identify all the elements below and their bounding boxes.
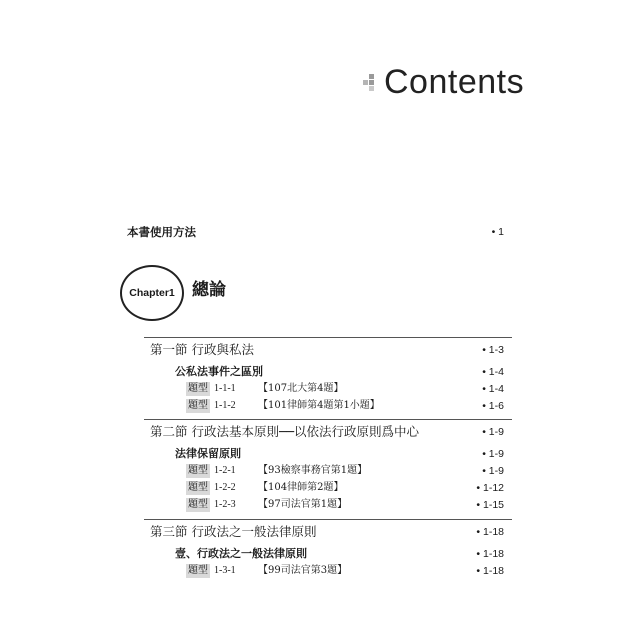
exercise-row[interactable] bbox=[0, 480, 640, 496]
topic-row[interactable] bbox=[0, 546, 640, 562]
section-divider bbox=[144, 519, 512, 520]
exercise-code: 1-3-1 bbox=[214, 565, 236, 576]
exercise-row[interactable] bbox=[0, 463, 640, 479]
section-page: • 1-9 bbox=[482, 426, 504, 438]
type-tag: 題型 bbox=[188, 400, 208, 411]
type-tag: 題型 bbox=[188, 499, 208, 510]
section-row[interactable] bbox=[0, 524, 640, 540]
type-tag: 題型 bbox=[188, 465, 208, 476]
exercise-title: 【101律師第4題第1小題】 bbox=[258, 400, 380, 411]
section-page: • 1-3 bbox=[482, 344, 504, 356]
exercise-page: • 1-18 bbox=[476, 565, 504, 577]
section-title: 第一節 行政與私法 bbox=[150, 342, 254, 357]
page-title: Contents bbox=[384, 63, 525, 101]
exercise-row[interactable] bbox=[0, 381, 640, 397]
exercise-page: • 1-12 bbox=[476, 482, 504, 494]
exercise-page: • 1-9 bbox=[482, 465, 504, 477]
topic-page: • 1-4 bbox=[482, 366, 504, 378]
section-divider bbox=[144, 419, 512, 420]
exercise-code: 1-2-3 bbox=[214, 499, 236, 510]
exercise-title: 【93檢察事務官第1題】 bbox=[258, 465, 368, 476]
exercise-row[interactable] bbox=[0, 497, 640, 513]
section-title: 第三節 行政法之一般法律原則 bbox=[150, 524, 317, 539]
contents-header bbox=[360, 60, 530, 104]
section-row[interactable] bbox=[0, 342, 640, 358]
exercise-code: 1-1-2 bbox=[214, 400, 236, 411]
squares-icon bbox=[360, 74, 380, 94]
topic-page: • 1-9 bbox=[482, 448, 504, 460]
intro-page: • 1 bbox=[491, 226, 504, 238]
exercise-page: • 1-4 bbox=[482, 383, 504, 395]
section-divider bbox=[144, 337, 512, 338]
topic-title: 法律保留原則 bbox=[175, 447, 241, 460]
exercise-row[interactable] bbox=[0, 563, 640, 579]
topic-row[interactable] bbox=[0, 364, 640, 380]
type-tag: 題型 bbox=[188, 482, 208, 493]
exercise-row[interactable] bbox=[0, 398, 640, 414]
topic-title: 公私法事件之區別 bbox=[175, 365, 263, 378]
exercise-code: 1-2-1 bbox=[214, 465, 236, 476]
type-tag: 題型 bbox=[188, 383, 208, 394]
topic-title: 壹、行政法之一般法律原則 bbox=[175, 547, 307, 560]
section-title: 第二節 行政法基本原則──以依法行政原則爲中心 bbox=[150, 424, 420, 439]
chapter-badge-label: Chapter1 bbox=[129, 287, 175, 299]
exercise-code: 1-1-1 bbox=[214, 383, 236, 394]
intro-row[interactable] bbox=[0, 224, 640, 240]
exercise-code: 1-2-2 bbox=[214, 482, 236, 493]
exercise-title: 【107北大第4題】 bbox=[258, 383, 344, 394]
type-tag: 題型 bbox=[188, 565, 208, 576]
intro-label: 本書使用方法 bbox=[127, 225, 196, 239]
exercise-title: 【97司法官第1題】 bbox=[258, 499, 348, 510]
section-row[interactable] bbox=[0, 424, 640, 440]
section-page: • 1-18 bbox=[476, 526, 504, 538]
topic-row[interactable] bbox=[0, 446, 640, 462]
exercise-page: • 1-15 bbox=[476, 499, 504, 511]
exercise-page: • 1-6 bbox=[482, 400, 504, 412]
chapter-title: 總論 bbox=[192, 280, 226, 300]
exercise-title: 【104律師第2題】 bbox=[258, 482, 344, 493]
topic-page: • 1-18 bbox=[476, 548, 504, 560]
exercise-title: 【99司法官第3題】 bbox=[258, 565, 348, 576]
chapter-badge bbox=[120, 265, 184, 321]
